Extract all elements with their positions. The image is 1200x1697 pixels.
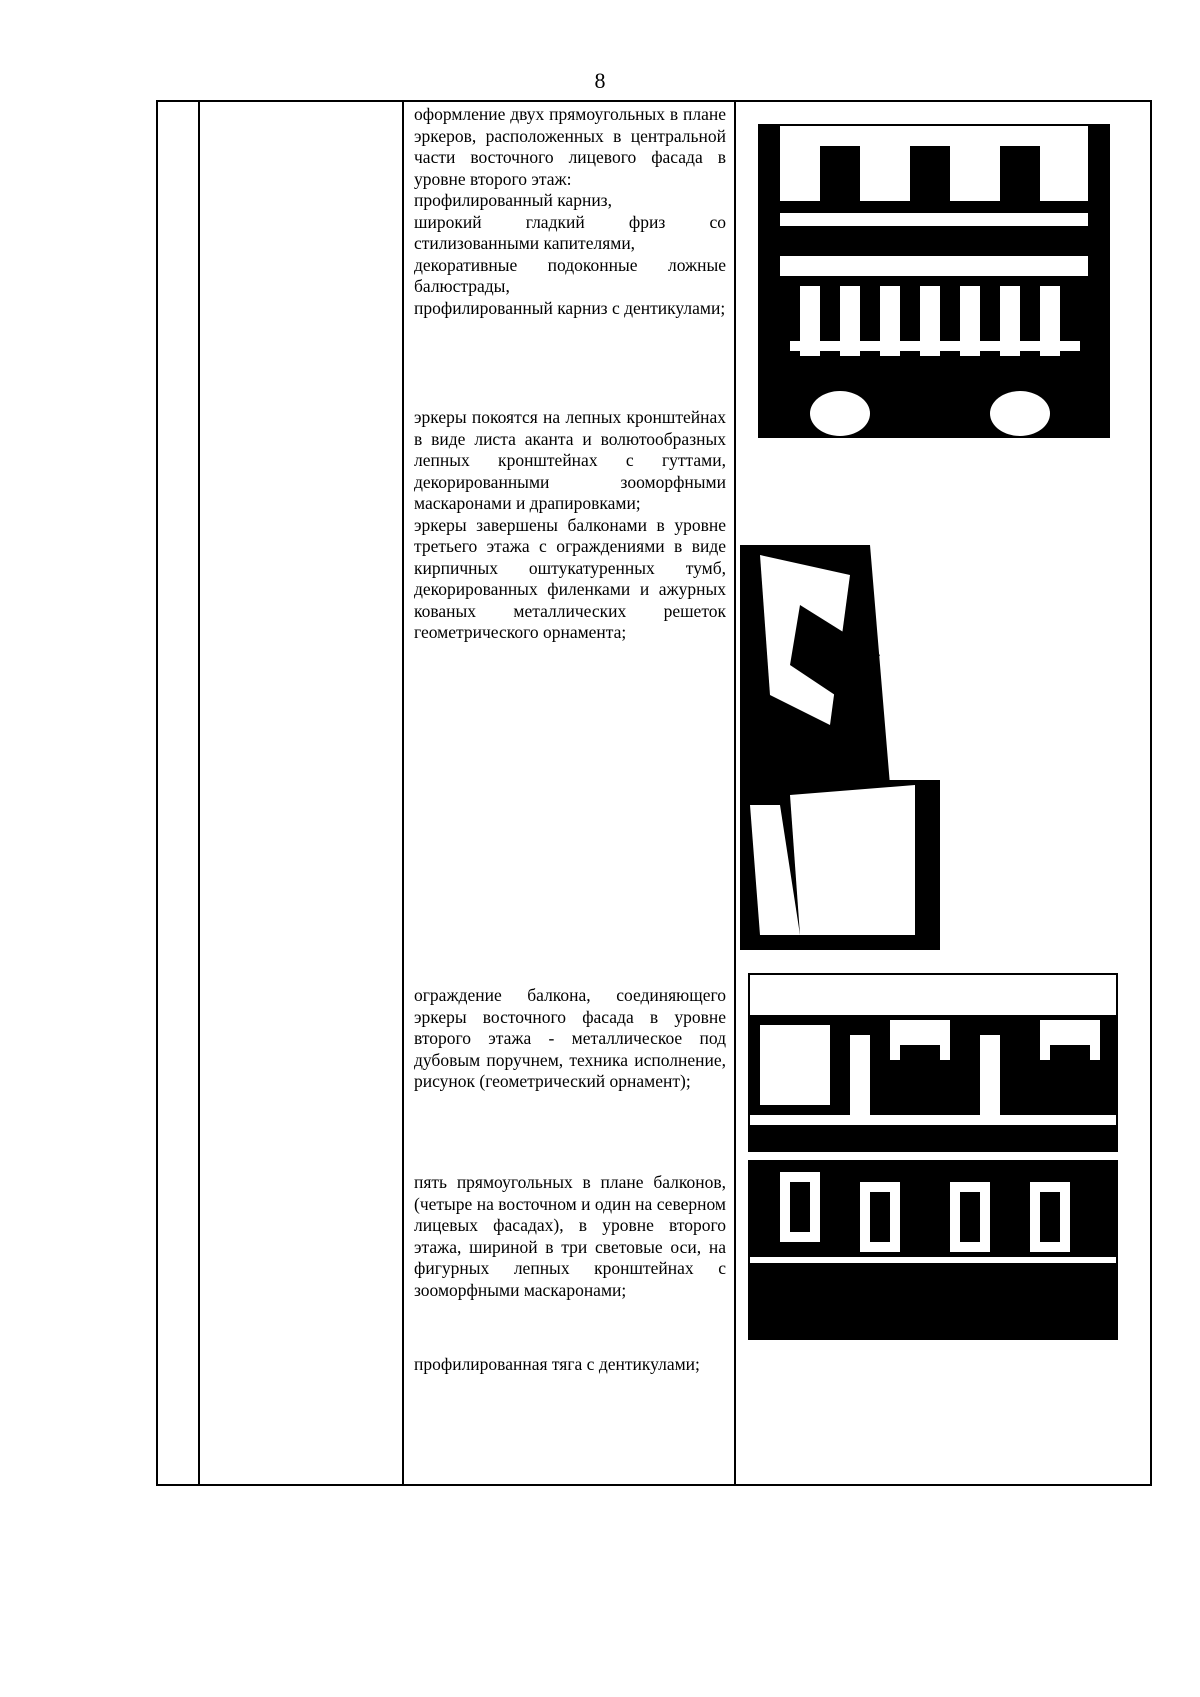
text-line: эркеры завершены балконами в уровне третьего этажа с ограждениями в виде кирпичных оштукатуренных тумб, декорированных филенками и ажурных кованых металлических решеток геометрического орнамента; bbox=[414, 514, 726, 642]
text-line: пять прямоугольных в плане балконов, (четыре на восточном и один на северном лицевых фасадах), в уровне второго этажа, шириной в три световые оси, на фигурных лепных кронштейнах с зооморфными маскаронами; bbox=[414, 1172, 726, 1300]
text-line: профилированный карниз с дентикулами; bbox=[414, 297, 726, 318]
paragraph-balcony-railing bbox=[414, 985, 726, 1093]
text-line: профилированный карниз, bbox=[414, 190, 612, 210]
name-column bbox=[199, 101, 403, 1485]
text-line: декоративные подоконные ложные балюстрады, bbox=[414, 254, 726, 296]
paragraph-erkers bbox=[414, 104, 726, 319]
text-line: профилированная тяга с дентикулами; bbox=[414, 1354, 700, 1374]
paragraph-five-balconies bbox=[414, 1172, 726, 1301]
balconies-facade-photo bbox=[748, 1160, 1118, 1340]
erker-facade-photo bbox=[758, 124, 1110, 438]
page-number: 8 bbox=[594, 68, 606, 93]
balcony-railing-photo bbox=[748, 973, 1118, 1152]
text-line: широкий гладкий фриз со стилизованными капителями, bbox=[414, 211, 726, 253]
description-cell bbox=[403, 101, 735, 1485]
text-line: ограждение балкона, соединяющего эркеры восточного фасада в уровне второго этажа - металлическое под дубовым поручнем, техника исполнение, рисунок (геометрический орнамент); bbox=[414, 985, 726, 1091]
paragraph-profiled-band bbox=[414, 1354, 726, 1376]
bracket-detail-photo bbox=[740, 545, 940, 950]
number-column bbox=[157, 101, 199, 1485]
paragraph-brackets bbox=[414, 407, 726, 644]
text-line: эркеры покоятся на лепных кронштейнах в виде листа аканта и волютообразных лепных кронштейнах с гуттами, декорированными зооморфными маскаронами и драпировками; bbox=[414, 407, 726, 513]
text-line: оформление двух прямоугольных в плане эркеров, расположенных в центральной части восточного лицевого фасада в уровне второго этаж: bbox=[414, 104, 726, 189]
